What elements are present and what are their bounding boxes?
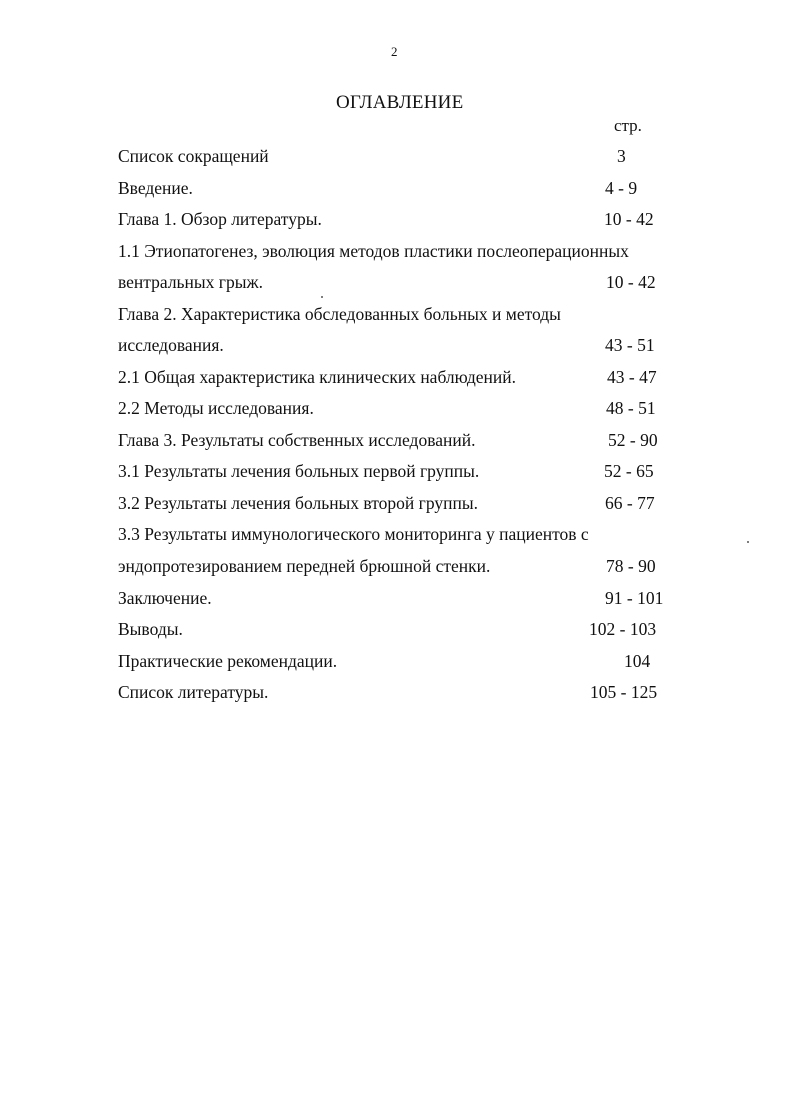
- toc-entry-page: 78 - 90: [606, 556, 656, 576]
- toc-entry-page: 4 - 9: [605, 178, 638, 198]
- toc-entry-page: 43 - 51: [605, 335, 655, 355]
- toc-entry-text: вентральных грыж.: [118, 272, 263, 292]
- toc-entry-page: 104: [624, 651, 651, 671]
- toc-entry-page: 10 - 42: [604, 209, 654, 229]
- toc-entry-text: Глава 2. Характеристика обследованных больных и методы: [118, 304, 561, 324]
- toc-entry-text: Выводы.: [118, 619, 183, 639]
- toc-entry-page: 91 - 101: [605, 588, 664, 608]
- toc-entry-text: Введение.: [118, 178, 193, 198]
- toc-entry-page: 48 - 51: [606, 398, 656, 418]
- toc-entry-text: 3.3 Результаты иммунологического мониторинга у пациентов с: [118, 524, 589, 544]
- toc-entry-page: 105 - 125: [590, 682, 658, 702]
- scan-speck: [321, 296, 323, 298]
- toc-entry-page: 10 - 42: [606, 272, 656, 292]
- toc-entry-text: Список сокращений: [118, 146, 269, 166]
- toc-entry-page: 43 - 47: [607, 367, 657, 387]
- toc-entry-text: исследования.: [118, 335, 224, 355]
- toc-entry-page: 66 - 77: [605, 493, 655, 513]
- toc-entry-text: Глава 1. Обзор литературы.: [118, 209, 322, 229]
- pages-column-header: стр.: [614, 116, 642, 135]
- toc-entry-text: 1.1 Этиопатогенез, эволюция методов пластики послеоперационных: [118, 241, 629, 261]
- toc-entry-text: 2.2 Методы исследования.: [118, 398, 314, 418]
- toc-entry-text: Список литературы.: [118, 682, 269, 702]
- scan-speck: [747, 541, 749, 543]
- toc-entry-text: Заключение.: [118, 588, 212, 608]
- toc-entry-text: Практические рекомендации.: [118, 651, 338, 671]
- page-title: ОГЛАВЛЕНИЕ: [336, 92, 464, 113]
- toc-entry-text: 3.2 Результаты лечения больных второй группы.: [118, 493, 478, 513]
- toc-entry-text: Глава 3. Результаты собственных исследований.: [118, 430, 476, 450]
- toc-entry-text: 3.1 Результаты лечения больных первой группы.: [118, 461, 480, 481]
- toc-entry-page: 52 - 90: [608, 430, 658, 450]
- page-number: 2: [391, 44, 398, 59]
- toc-entry-text: эндопротезированием передней брюшной стенки.: [118, 556, 491, 576]
- toc-entry-page: 102 - 103: [589, 619, 657, 639]
- toc-entry-text: 2.1 Общая характеристика клинических наблюдений.: [118, 367, 516, 387]
- toc-entry-page: 3: [617, 146, 626, 166]
- toc-entry-page: 52 - 65: [604, 461, 654, 481]
